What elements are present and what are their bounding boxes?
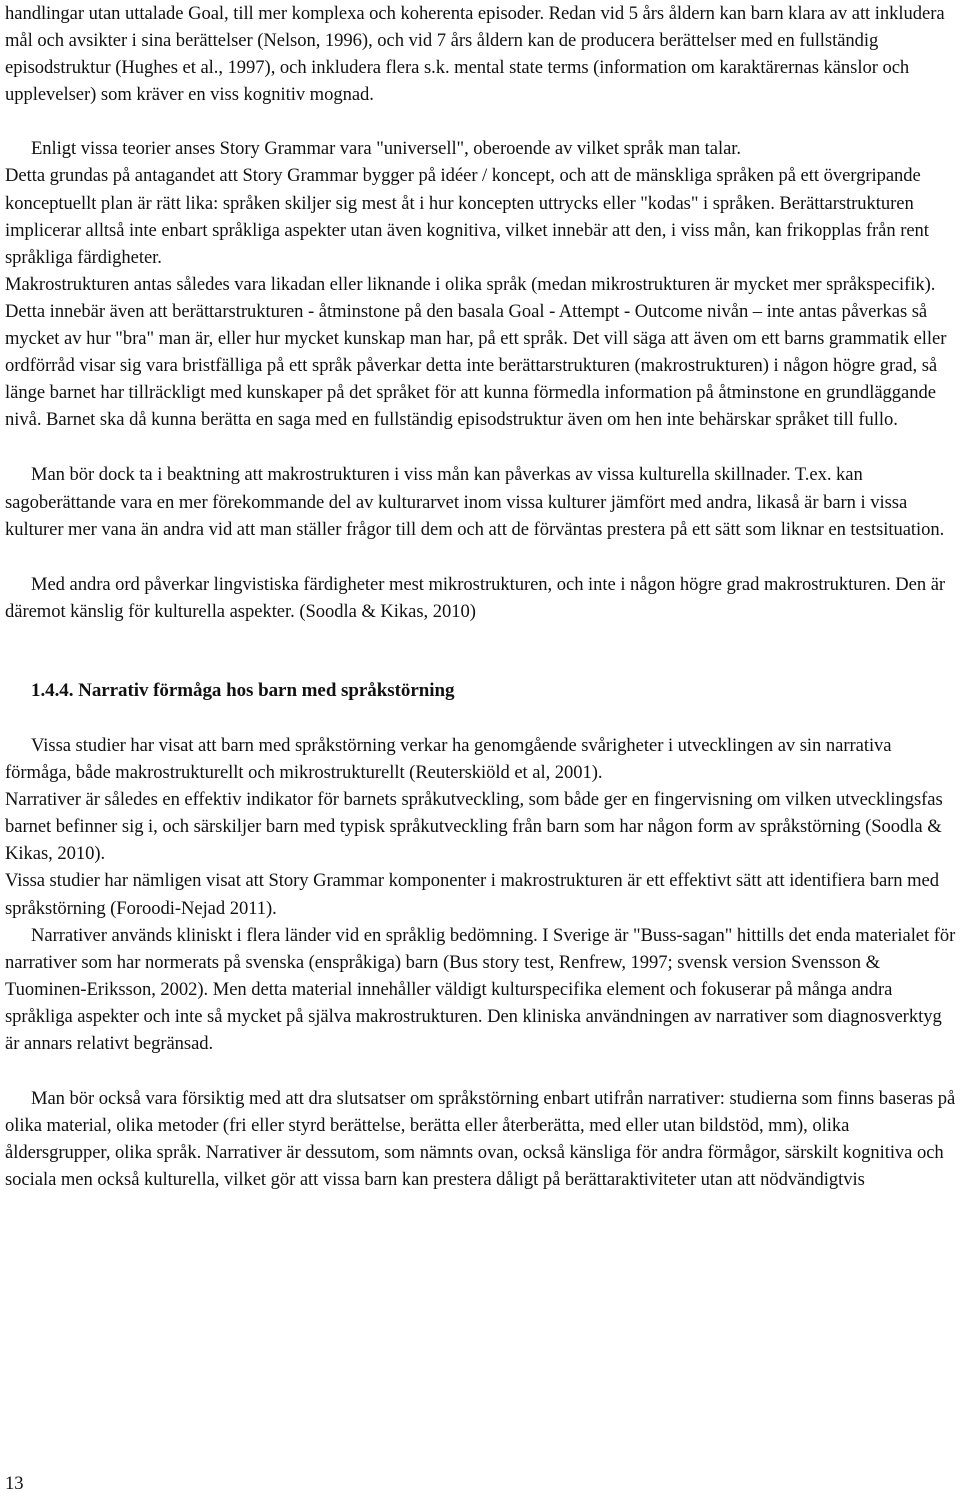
- paragraph-caution: Man bör också vara försiktig med att dra slutsatser om språkstörning enbart utifrån narrativer: studierna som finns baseras på olika material, olika metoder (fri eller styrd berättelse, berätta eller återberätta, med eller utan bildstöd, mm), olika åldersgrupper, olika språk. Narrativer är dessutom, som nämnts ovan, också känsliga för andra förmågor, särskilt kognitiva och sociala men också kulturella, vilket gör att vissa barn kan prestera dåligt på berättaraktiviteter utan att nödvändigtvis: [5, 1088, 956, 1191]
- paragraph-spacer: [5, 1057, 957, 1085]
- paragraph-goal-attempt-outcome: Detta innebär även att berättarstrukturen - åtminstone på den basala Goal - Attempt - Outcome nivån – inte antas påverkas så mycket av hur "bra" man är, eller hur mycket kunskap man har, på ett språk. Det vill säga att även om ett barns grammatik eller ordförråd visar sig vara bristfälliga på ett språk påverkar detta inte berättarstrukturen (makrostrukturen) i någon högre grad, så länge barnet har tillräckligt med kunskaper på det språket för att kunna förmedla information på åtminstone en grundläggande nivå. Barnet ska då kunna berätta en saga med en fullständig episodstruktur även om hen inte behärskar språket till fullo.: [5, 300, 947, 431]
- paragraph-clinical-use: Narrativer används kliniskt i flera länder vid en språklig bedömning. I Sverige är "Buss-sagan" hittills det enda materialet för narrativer som har normerats på svenska (enspråkiga) barn (Bus story test, Renfrew, 1997; svensk version Svensson & Tuominen-Eriksson, 2002). Men detta material innehåller väldigt kulturspecifika element och fokuserar på många andra språkliga aspekter och inte så mycket på själva makrostrukturen. Den kliniska användningen av narrativer som diagnosverktyg är annars relativt begränsad.: [5, 924, 956, 1054]
- paragraph-spacer: [5, 704, 957, 732]
- paragraph-spacer: [5, 543, 957, 571]
- paragraph-spacer: [5, 108, 957, 135]
- paragraph-story-grammar-components: Vissa studier har nämligen visat att Story Grammar komponenter i makrostrukturen är ett effektivt sätt att identifiera barn med språkstörning (Foroodi-Nejad 2011).: [5, 870, 939, 919]
- paragraph-universal-grammar: Enligt vissa teorier anses Story Grammar vara "universell", oberoende av vilket språk man talar.: [31, 138, 742, 160]
- section-heading: 1.4.4. Narrativ förmåga hos barn med språkstörning: [31, 679, 455, 701]
- paragraph-linguistic-skills: Med andra ord påverkar lingvistiska färdigheter mest mikrostrukturen, och inte i någon högre grad makrostrukturen. Den är däremot känslig för kulturella aspekter. (Soodla & Kikas, 2010): [5, 573, 946, 622]
- page-number: 13: [5, 1473, 24, 1494]
- paragraph-cultural-differences: Man bör dock ta i beaktning att makrostrukturen i viss mån kan påverkas av vissa kulturella skillnader. T.ex. kan sagoberättande vara en mer förekommande del av kulturarvet inom vissa kulturer jämfört med andra, likaså är barn i vissa kulturer mer vana än andra vid att man ställer frågor till dem och att de förväntas prestera på ett sätt som liknar en testsituation.: [5, 464, 945, 540]
- paragraph-spacer: [5, 433, 957, 461]
- paragraph-language-disorder-studies: Vissa studier har visat att barn med språkstörning verkar ha genomgående svårigheter i utvecklingen av sin narrativa förmåga, både makrostrukturellt och mikrostrukturellt (Reuterskiöld et al, 2001).: [5, 734, 892, 784]
- paragraph-narrative-indicator: Narrativer är således en effektiv indikator för barnets språkutveckling, som både ger en fingervisning om vilken utvecklingsfas barnet befinner sig i, och särskiljer barn med typisk språkutveckling från barn som har någon form av språkstörning (Soodla & Kikas, 2010).: [5, 789, 943, 865]
- document-page: [5, 0, 957, 1193]
- section-spacer: [5, 625, 957, 677]
- paragraph-episodes: handlingar utan uttalade Goal, till mer komplexa och koherenta episoder. Redan vid 5 års åldern kan barn klara av att inkludera mål och avsikter i sina berättelser (Nelson, 1996), och vid 7 års åldern kan de producera berättelser med en fullständig episodstruktur (Hughes et al., 1997), och inkludera flera s.k. mental state terms (information om karaktärernas känslor och upplevelser) som kräver en viss kognitiv mognad.: [5, 3, 945, 106]
- paragraph-concepts: Detta grundas på antagandet att Story Grammar bygger på idéer / koncept, och att de mänskliga språken på ett övergripande konceptuellt plan är rätt lika: språken skiljer sig mest åt i hur koncepten uttrycks eller "kodas" i språken. Berättarstrukturen implicerar alltså inte enbart språkliga aspekter utan även kognitiva, vilket innebär att den, i viss mån, kan frikopplas från rent språkliga färdigheter.: [5, 165, 929, 268]
- paragraph-macrostructure: Makrostrukturen antas således vara likadan eller liknande i olika språk (medan mikrostrukturen är mycket mer språkspecifik).: [5, 273, 936, 295]
